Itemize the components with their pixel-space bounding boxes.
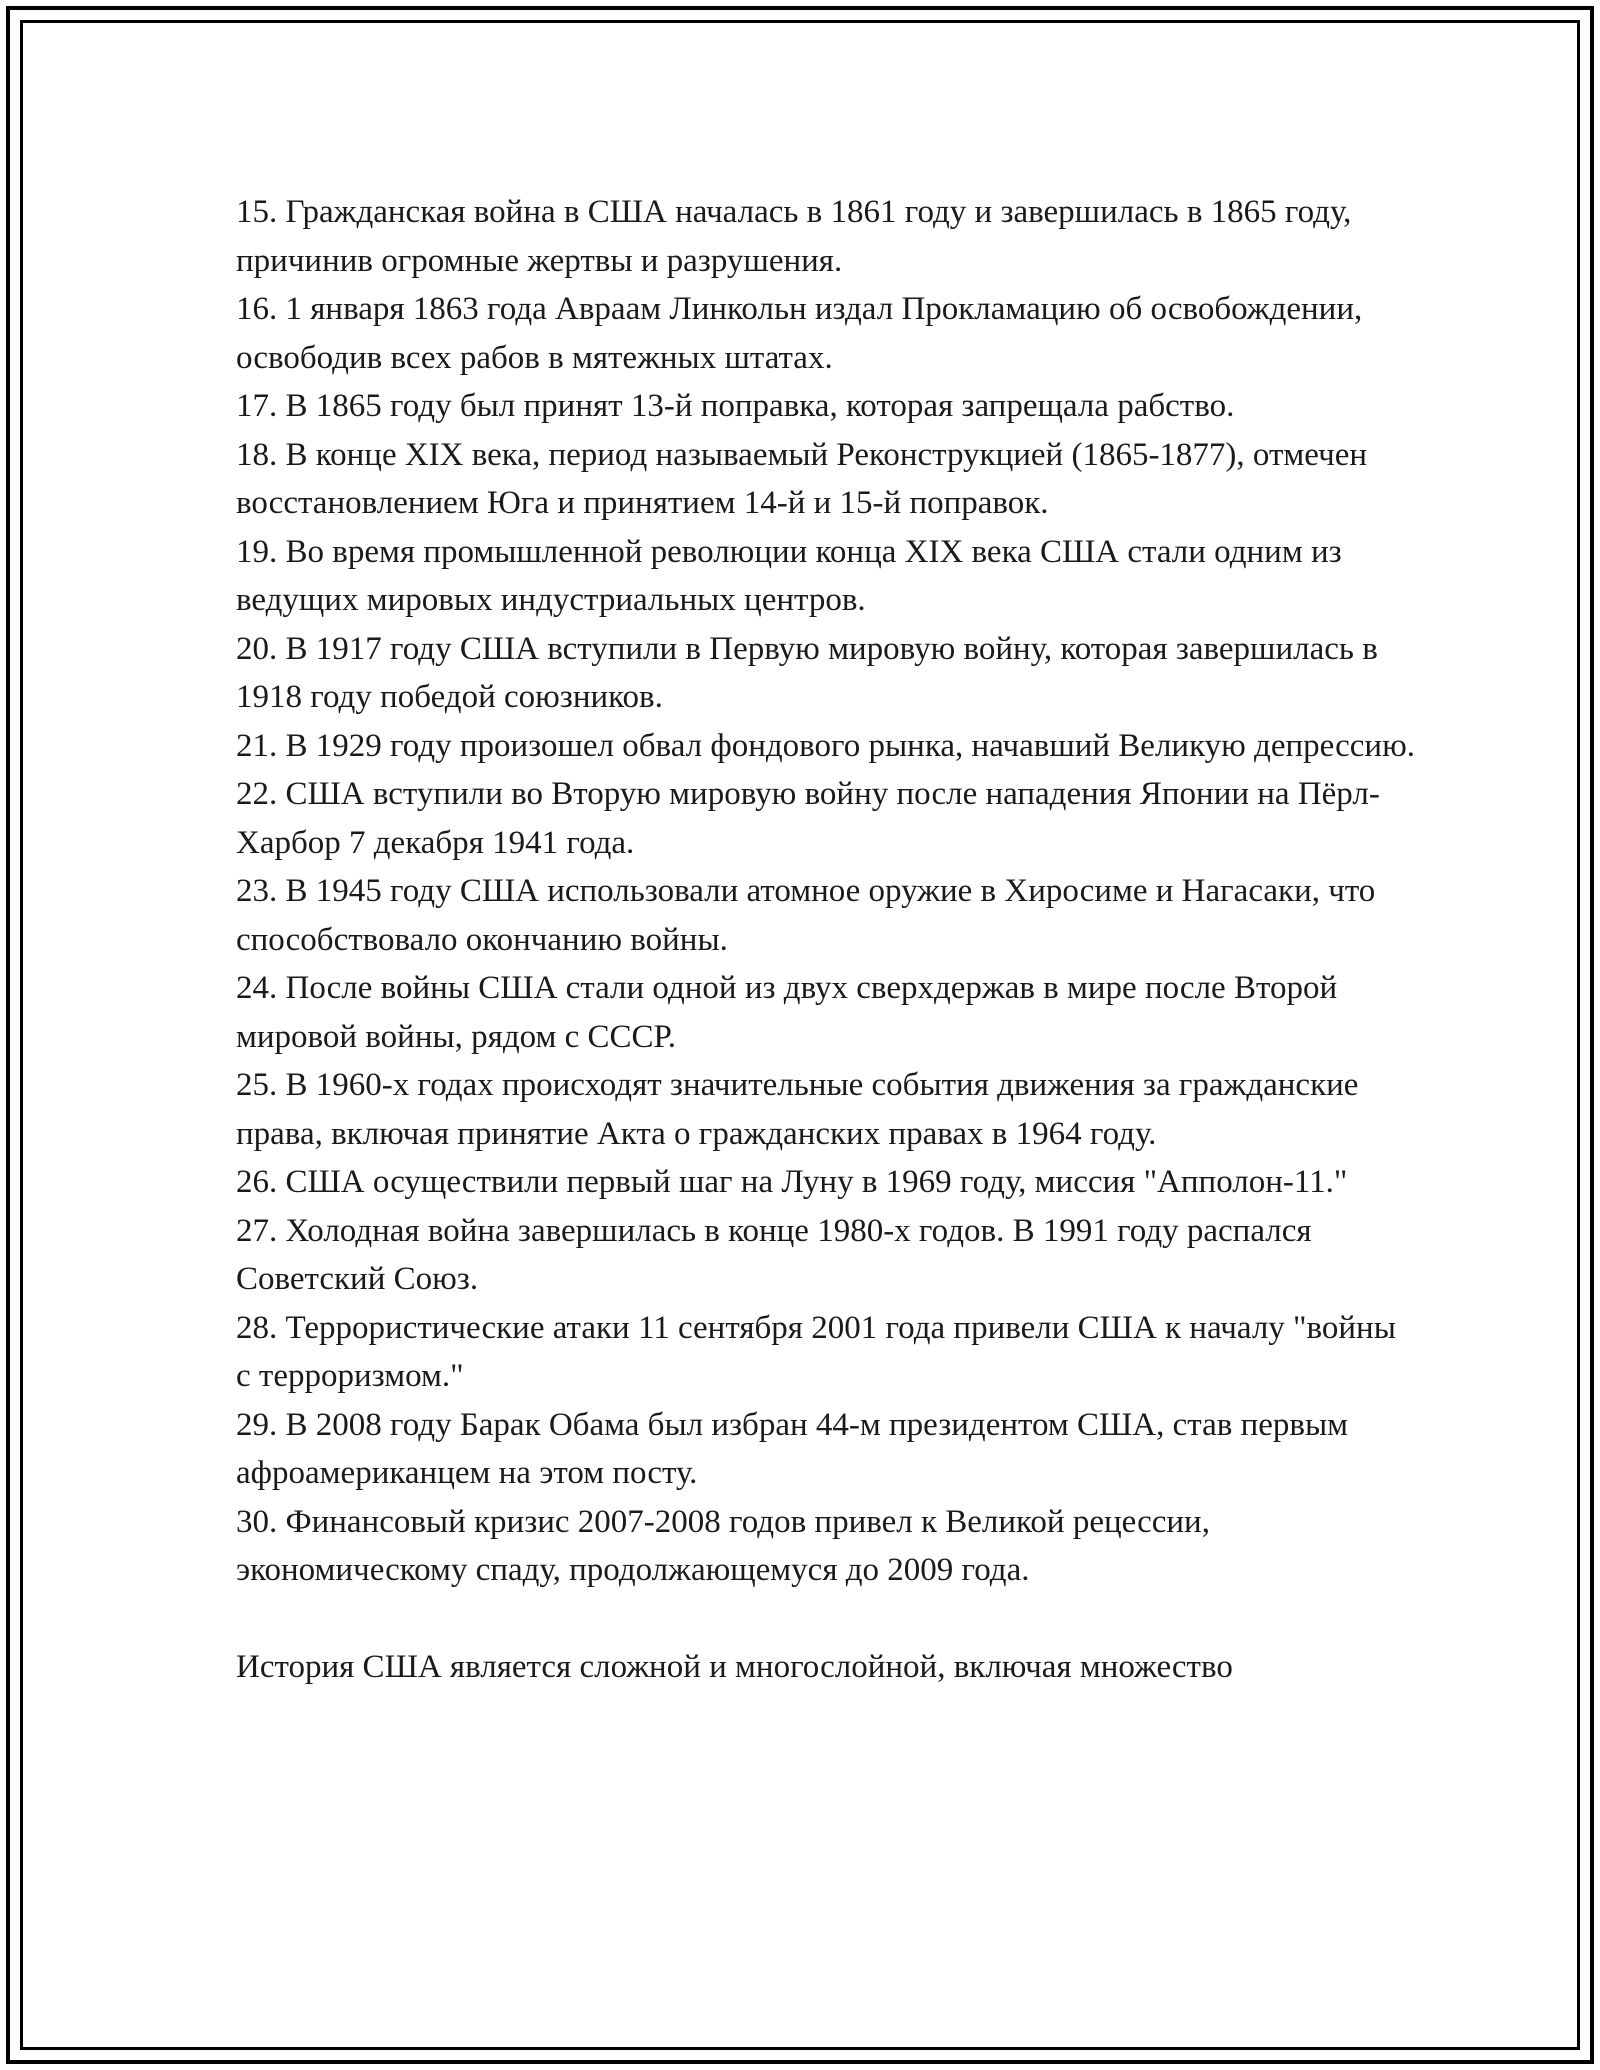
list-item: 23. В 1945 году США использовали атомное оружие в Хиросиме и Нагасаки, что способствовало окончанию войны. — [236, 873, 1376, 958]
list-item: 25. В 1960-х годах происходят значительные события движения за гражданские права, включая принятие Акта о гражданских правах в 1964 году. — [236, 1067, 1359, 1152]
list-item: 22. США вступили во Вторую мировую войну после нападения Японии на Пёрл-Харбор 7 декабря 1941 года. — [236, 776, 1380, 861]
closing-paragraph: История США является сложной и многослойной, включая множество — [236, 1649, 1233, 1685]
list-item: 30. Финансовый кризис 2007-2008 годов привел к Великой рецессии, экономическому спаду, продолжающемуся до 2009 года. — [236, 1503, 1210, 1588]
list-item: 17. В 1865 году был принят 13-й поправка, которая запрещала рабство. — [236, 388, 1235, 424]
list-item: 20. В 1917 году США вступили в Первую мировую войну, которая завершилась в 1918 году победой союзников. — [236, 630, 1378, 715]
list-item: 28. Террористические атаки 11 сентября 2001 года привели США к началу "войны с терроризмом." — [236, 1309, 1396, 1394]
list-item: 26. США осуществили первый шаг на Луну в 1969 году, миссия "Апполон-11." — [236, 1164, 1348, 1200]
list-item: 24. После войны США стали одной из двух сверхдержав в мире после Второй мировой войны, рядом с СССР. — [236, 970, 1338, 1055]
list-item: 21. В 1929 году произошел обвал фондового рынка, начавший Великую депрессию. — [236, 727, 1415, 764]
list-item: 18. В конце XIX века, период называемый Реконструкцией (1865-1877), отмечен восстановлением Юга и принятием 14-й и 15-й поправок. — [236, 436, 1368, 521]
list-item: 15. Гражданская война в США началась в 1861 году и завершилась в 1865 году, причинив огромные жертвы и разрушения. — [236, 194, 1352, 279]
list-item: 16. 1 января 1863 года Авраам Линкольн издал Прокламацию об освобождении, освободив всех рабов в мятежных штатах. — [236, 291, 1363, 376]
list-item: 27. Холодная война завершилась в конце 1980-х годов. В 1991 году распался Советский Союз. — [236, 1212, 1312, 1297]
list-item: 29. В 2008 году Барак Обама был избран 44-м президентом США, став первым афроамериканцем на этом посту. — [236, 1406, 1349, 1491]
list-item: 19. Во время промышленной революции конца XIX века США стали одним из ведущих мировых индустриальных центров. — [236, 533, 1342, 618]
document-body — [236, 188, 1416, 1692]
